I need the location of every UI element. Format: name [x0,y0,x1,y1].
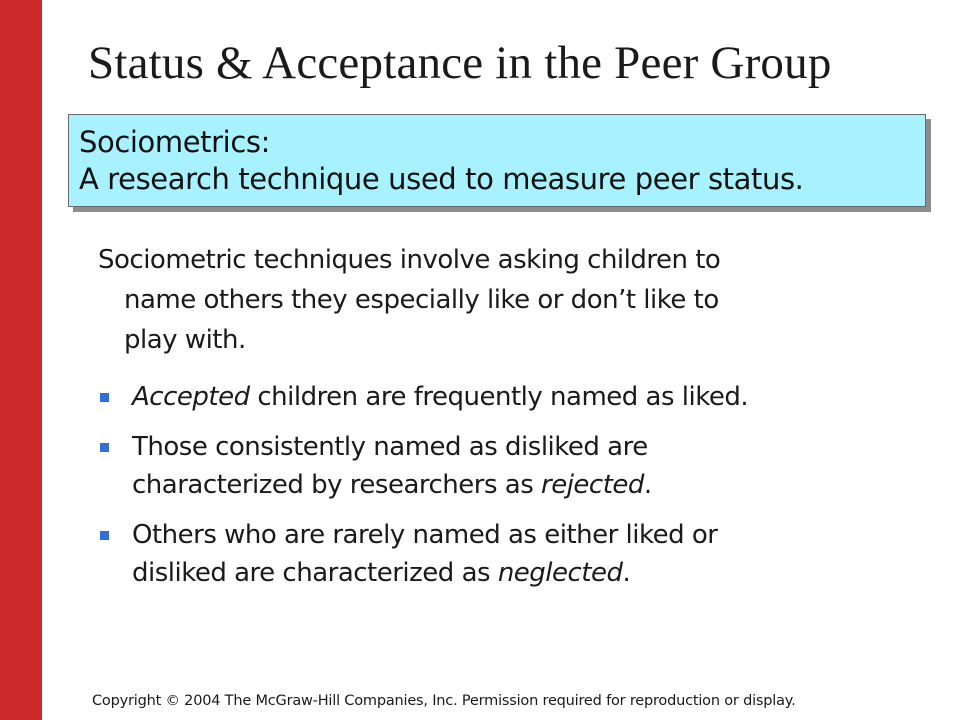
bullet-item [100,428,920,504]
callout-definition: A research technique used to measure peer status. [79,162,804,196]
bullet-text-run: Others who are rarely named as either liked or [132,520,718,550]
intro-paragraph [98,240,898,360]
bullet-text-line [132,554,920,592]
emphasized-term: Accepted [132,382,250,412]
emphasized-term: neglected [497,558,623,588]
intro-line: Sociometric techniques involve asking children to [98,245,721,275]
bullet-text-line [132,428,920,466]
side-accent-bar [0,0,42,720]
bullet-square-icon [100,531,109,540]
copyright-footer: Copyright © 2004 The McGraw-Hill Companies, Inc. Permission required for reproduction or display. [92,693,796,709]
bullet-text-run: . [622,558,631,588]
bullet-square-icon [100,393,109,402]
slide-title: Status & Acceptance in the Peer Group [88,37,832,89]
bullet-text-run: children are frequently named as liked. [249,382,749,412]
bullet-text-run: . [643,470,652,500]
bullet-text-run: Those consistently named as disliked are [132,432,648,462]
definition-callout [68,114,926,207]
callout-term: Sociometrics: [79,125,270,159]
bullet-item [100,516,920,592]
bullet-list [100,378,920,604]
bullet-text-line [132,516,920,554]
intro-line: play with. [124,325,246,355]
bullet-text-run: disliked are characterized as [132,558,498,588]
bullet-square-icon [100,443,109,452]
bullet-text-line [132,378,920,416]
bullet-text-run: characterized by researchers as [132,470,542,500]
intro-line: name others they especially like or don’t like to [124,285,719,315]
bullet-item [100,378,920,416]
emphasized-term: rejected [541,470,644,500]
bullet-text-line [132,466,920,504]
